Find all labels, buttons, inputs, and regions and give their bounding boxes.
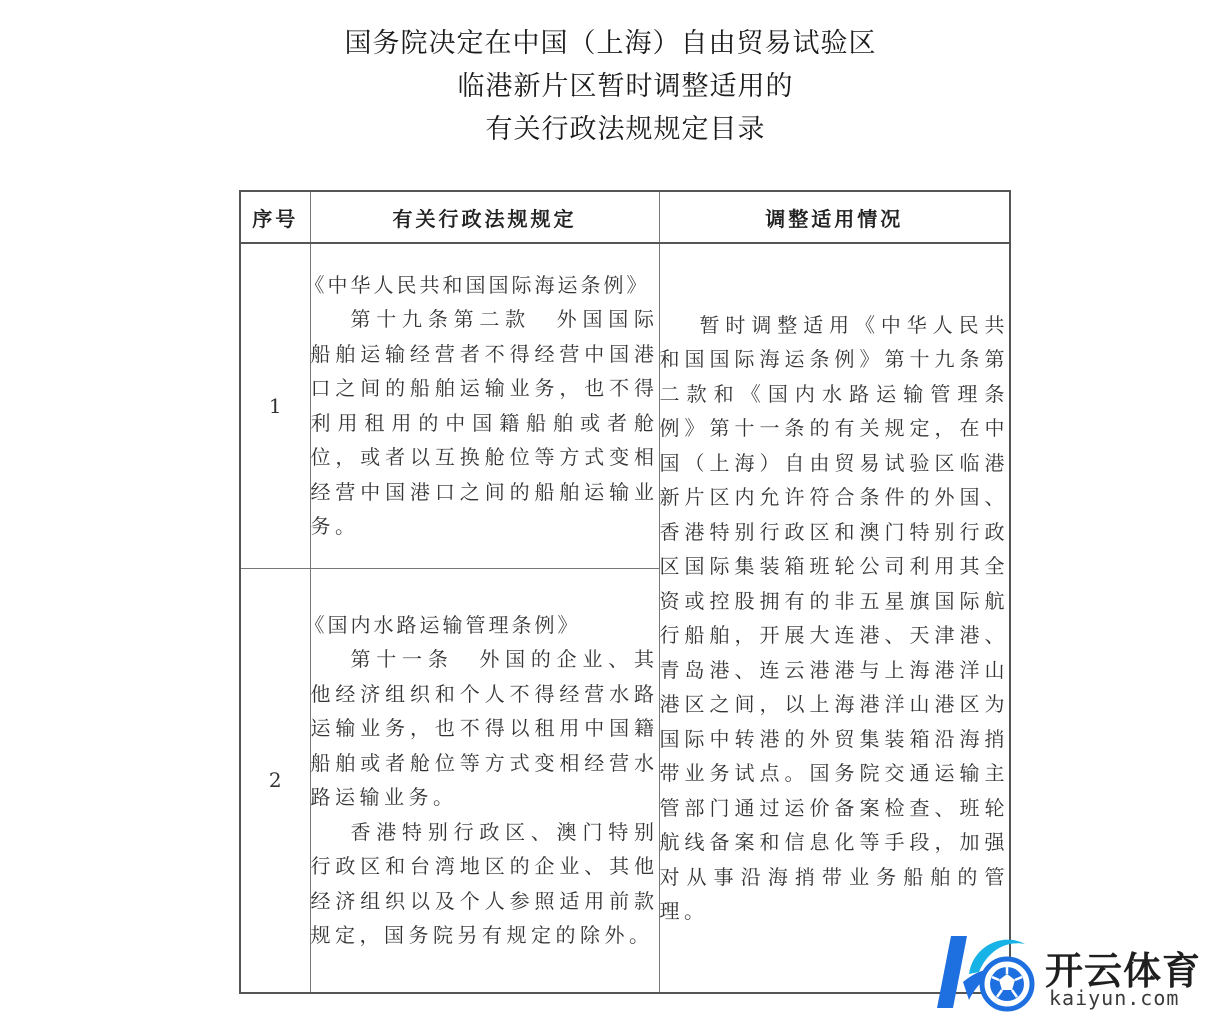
- regulation-title: 《国内水路运输管理条例》: [304, 613, 581, 637]
- title-line-3: 有关行政法规规定目录: [485, 114, 766, 145]
- regulation-cell: [304, 568, 659, 993]
- title-line-2: 临港新片区暂时调整适用的: [457, 71, 794, 102]
- document-title: [0, 22, 1221, 151]
- kaiyun-logo-icon: [933, 926, 1043, 1021]
- regulation-title: 《中华人民共和国国际海运条例》: [304, 273, 650, 297]
- watermark-logo: [933, 926, 1213, 1026]
- watermark-domain: kaiyun.com: [1049, 986, 1180, 1010]
- adjustment-cell: [659, 243, 1010, 993]
- regulation-paragraph: 第十九条第二款 外国国际船舶运输经营者不得经营中国港口之间的船舶运输业务，也不得利用租用的中国籍船舶或者舱位，或者以互换舱位等方式变相经营中国港口之间的船舶运输业务。: [310, 307, 659, 538]
- row-number: 2: [240, 568, 310, 993]
- regulation-table: [239, 190, 1011, 994]
- header-adjustment: 调整适用情况: [659, 191, 1010, 243]
- header-regulation: 有关行政法规规定: [310, 191, 659, 243]
- table-row: [240, 243, 1010, 568]
- title-line-1: 国务院决定在中国（上海）自由贸易试验区: [344, 28, 877, 59]
- regulation-cell: [304, 243, 659, 568]
- table-header-row: [240, 191, 1010, 243]
- regulation-paragraph: 第十一条 外国的企业、其他经济组织和个人不得经营水路运输业务，也不得以租用中国籍船舶或者舱位等方式变相经营水路运输业务。: [310, 647, 659, 809]
- watermark-name: 开云体育: [1045, 949, 1202, 993]
- row-number: 1: [240, 243, 310, 568]
- adjustment-paragraph: 暂时调整适用《中华人民共和国国际海运条例》第十九条第二款和《国内水路运输管理条例》第十一条的有关规定，在中国（上海）自由贸易试验区临港新片区内允许符合条件的外国、香港特别行政区和澳门特别行政区国际集装箱班轮公司利用其全资或控股拥有的非五星旗国际航行船舶，开展大连港、天津港、青岛港、连云港港与上海港洋山港区之间，以上海港洋山港区为国际中转港的外贸集装箱沿海捎带业务试点。国务院交通运输主管部门通过运价备案检查、班轮航线备案和信息化等手段，加强对从事沿海捎带业务船舶的管理。: [659, 312, 1009, 923]
- header-serial-number: 序号: [240, 191, 310, 243]
- regulation-paragraph: 香港特别行政区、澳门特别行政区和台湾地区的企业、其他经济组织以及个人参照适用前款规定，国务院另有规定的除外。: [310, 819, 659, 947]
